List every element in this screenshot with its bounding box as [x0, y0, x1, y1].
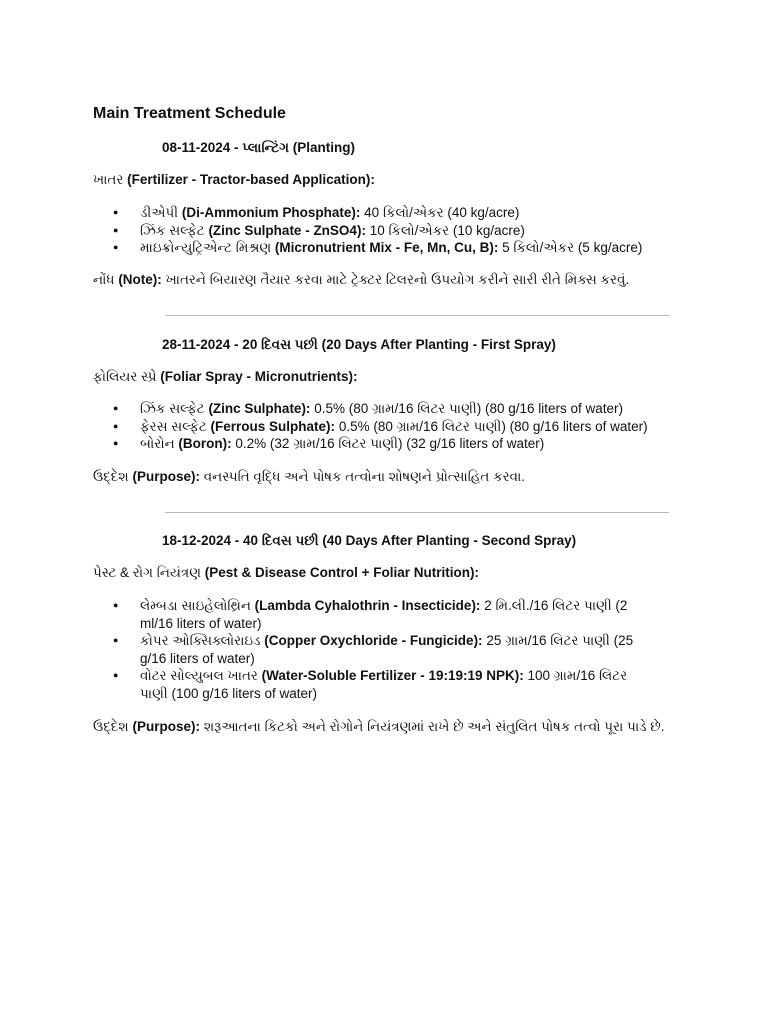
item-name-en: (Copper Oxychloride - Fungicide):: [264, 633, 483, 648]
list-item: [113, 667, 653, 702]
item-dose: 0.5% (80 ગ્રામ/16 લિટર પાણી) (80 g/16 liters of water): [314, 401, 624, 416]
item-name-en: (Di-Ammonium Phosphate):: [181, 205, 361, 220]
list-item: [113, 222, 673, 240]
item-dose: 40 કિલો/એકર (40 kg/acre): [364, 205, 520, 220]
item-name-gu: વોટર સોલ્યુબલ ખાતર: [140, 668, 258, 683]
item-dose: 0.2% (32 ગ્રામ/16 લિટર પાણી) (32 g/16 liters of water): [235, 436, 545, 451]
note-label-en: (Purpose):: [132, 719, 200, 734]
item-name-gu: ડીએપી: [140, 205, 179, 220]
section-divider: [165, 315, 669, 316]
item-name-en: (Ferrous Sulphate):: [210, 418, 336, 434]
list-item: [113, 239, 673, 257]
item-name-en: (Lambda Cyhalothrin - Insecticide):: [254, 598, 481, 613]
note-label-en: (Purpose):: [132, 469, 200, 484]
list-item: [113, 632, 653, 667]
item-dose: 100 ગ્રામ/16 લિટર પાણી (100 g/16 liters of water): [140, 668, 628, 701]
section-label: [93, 368, 358, 386]
list-item: [113, 435, 673, 453]
item-dose: 25 ગ્રામ/16 લિટર પાણી (25 g/16 liters of water): [140, 633, 634, 666]
item-dose: 10 કિલો/એકર (10 kg/acre): [369, 222, 525, 238]
section-note: [93, 271, 673, 289]
item-name-gu: ઝિંક સલ્ફેટ: [140, 222, 205, 238]
list-item: [113, 597, 653, 632]
section-label: [93, 564, 479, 582]
section-divider: [165, 512, 669, 513]
section-label-gu: પેસ્ટ & રોગ નિયંત્રણ: [93, 565, 202, 580]
item-name-en: (Zinc Sulphate - ZnSO4):: [208, 222, 366, 238]
item-name-gu: ફેરસ સલ્ફેટ: [140, 418, 207, 434]
document-title: Main Treatment Schedule: [93, 105, 286, 122]
section-note: [93, 468, 673, 486]
section-label-gu: ખાતર: [93, 172, 124, 187]
item-dose: 2 મિ.લી./16 લિટર પાણી (2 ml/16 liters of water): [140, 598, 628, 631]
section-label-en: (Foliar Spray - Micronutrients):: [160, 369, 358, 384]
note-text: શરૂઆતના કિટકો અને રોગોને નિયંત્રણમાં રાખે છે અને સંતુલિત પોષક તત્વો પૂરા પાડે છે.: [203, 719, 665, 734]
item-name-gu: બોરોન: [140, 436, 175, 451]
list-item: [113, 400, 673, 418]
item-dose: 5 કિલો/એકર (5 kg/acre): [502, 240, 643, 255]
section-date-heading: 28-11-2024 - 20 દિવસ પછી (20 Days After Planting - First Spray): [162, 337, 556, 352]
item-name-en: (Micronutrient Mix - Fe, Mn, Cu, B):: [274, 240, 499, 255]
note-label-gu: નોંધ: [93, 272, 115, 287]
note-label-gu: ઉદ્દેશ: [93, 469, 129, 484]
section-date-heading: 08-11-2024 - પ્લાન્ટિંગ (Planting): [162, 140, 355, 155]
section-label-gu: ફોલિયર સ્પ્રે: [93, 369, 157, 384]
list-item: [113, 418, 673, 436]
item-name-en: (Boron):: [178, 436, 232, 451]
note-label-gu: ઉદ્દેશ: [93, 719, 129, 734]
item-name-gu: ઝિંક સલ્ફેટ: [140, 401, 205, 416]
item-name-gu: માઇક્રોન્યુટ્રિએન્ટ મિશ્રણ: [140, 240, 272, 255]
note-text: ખાતરને બિયારણ તૈયાર કરવા માટે ટ્રેક્ટર ટિલરનો ઉપયોગ કરીને સારી રીતે મિક્સ કરવું.: [165, 272, 630, 287]
section-date-heading: 18-12-2024 - 40 દિવસ પછી (40 Days After Planting - Second Spray): [162, 533, 577, 548]
item-name-gu: કોપર ઓક્સિક્લોરાઇડ: [140, 633, 261, 648]
item-dose: 0.5% (80 ગ્રામ/16 લિટર પાણી) (80 g/16 liters of water): [338, 418, 648, 434]
item-list: [113, 597, 653, 702]
item-name-gu: લેમ્બડા સાઇહેલોથ્રિન: [140, 598, 251, 613]
item-name-en: (Zinc Sulphate):: [208, 401, 311, 416]
section-label-en: (Pest & Disease Control + Foliar Nutrition):: [204, 565, 479, 580]
note-label-en: (Note):: [118, 272, 162, 287]
note-text: વનસ્પતિ વૃદ્ધિ અને પોષક તત્વોના શોષણને પ્રોત્સાહિત કરવા.: [203, 469, 526, 484]
item-list: [113, 204, 673, 257]
section-label-en: (Fertilizer - Tractor-based Application):: [127, 172, 375, 187]
section-note: [93, 718, 673, 736]
section-label: [93, 171, 375, 189]
item-list: [113, 400, 673, 453]
list-item: [113, 204, 673, 222]
item-name-en: (Water-Soluble Fertilizer - 19:19:19 NPK):: [261, 668, 524, 683]
